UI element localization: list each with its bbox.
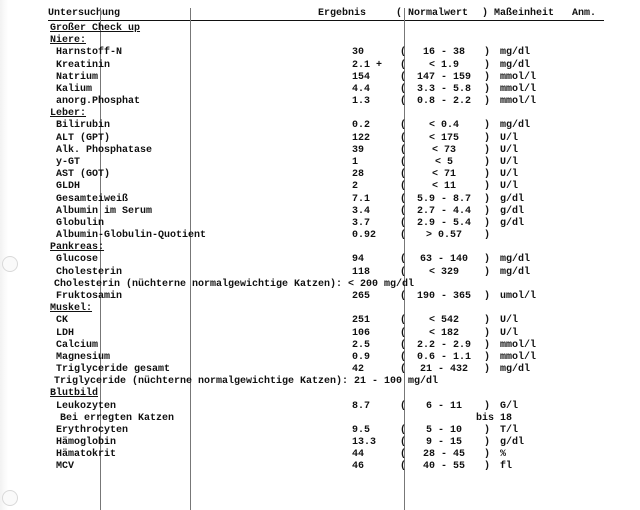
open-paren: ( — [400, 449, 407, 461]
test-name: y-GT — [56, 156, 81, 168]
result-value: 3.4 — [352, 205, 371, 217]
open-paren: ( — [400, 181, 407, 193]
result-value: 39 — [352, 144, 365, 156]
unit: mmol/l — [500, 339, 537, 351]
normal-range: 5 - 10 — [425, 424, 462, 436]
table-row — [0, 194, 640, 206]
close-paren: ) — [484, 339, 491, 351]
test-name: Alk. Phosphatase — [56, 144, 153, 156]
section-title: Niere: — [50, 35, 87, 47]
test-name: ALT (GPT) — [56, 132, 111, 144]
test-name: LDH — [56, 327, 75, 339]
unit: U/l — [500, 315, 519, 327]
table-row — [0, 461, 640, 473]
open-paren: ( — [400, 230, 407, 242]
normal-range: 0.8 - 2.2 — [416, 96, 471, 108]
table-row — [0, 425, 640, 437]
close-paren: ) — [484, 96, 491, 108]
close-paren: ) — [484, 120, 491, 132]
normal-range: > 0.57 — [425, 230, 462, 242]
normal-range: < 329 — [428, 266, 459, 278]
test-name: Harnstoff-N — [56, 47, 123, 59]
unit: mg/dl — [500, 47, 531, 59]
result-value: 44 — [352, 449, 365, 461]
table-row — [0, 181, 640, 193]
open-paren: ( — [400, 205, 407, 217]
result-value: 0.92 — [352, 230, 377, 242]
section-title: Blutbild — [50, 388, 99, 400]
punch-hole-mark — [2, 490, 18, 506]
unit: U/l — [500, 327, 519, 339]
table-row — [0, 157, 640, 169]
result-value: 122 — [352, 132, 371, 144]
unit: % — [500, 449, 507, 461]
test-name: Gesamteiweiß — [56, 193, 129, 205]
close-paren: ) — [484, 47, 491, 59]
test-name: Glucose — [56, 254, 99, 266]
header-normalwert: ( Normalwert — [396, 8, 469, 19]
test-name: Bilirubin — [56, 120, 111, 132]
section-title: Pankreas: — [50, 242, 105, 254]
close-paren: ) — [484, 315, 491, 327]
test-name: Triglyceride (nüchterne normalgewichtige Katzen): 21 - 100 mg/dl — [54, 376, 439, 388]
normal-range: < 542 — [428, 315, 459, 327]
unit: mg/dl — [500, 120, 531, 132]
normal-range: 147 - 159 — [416, 71, 471, 83]
test-name: AST (GOT) — [56, 169, 111, 181]
close-paren: ) — [484, 71, 491, 83]
table-row — [0, 169, 640, 181]
table-row — [0, 206, 640, 218]
unit: G/l — [500, 400, 519, 412]
unit: fl — [500, 461, 513, 473]
normal-range: 21 - 432 — [419, 364, 468, 376]
unit: mmol/l — [500, 96, 537, 108]
table-row — [0, 364, 640, 376]
test-name: Bei erregten Katzen — [60, 412, 175, 424]
section-heading-row — [0, 23, 640, 35]
test-name: Kreatinin — [56, 59, 111, 71]
unit: umol/l — [500, 290, 537, 302]
normal-range: < 182 — [428, 327, 459, 339]
table-row — [0, 315, 640, 327]
test-name: Cholesterin — [56, 266, 123, 278]
header-masseinheit: ) Maßeinheit — [482, 8, 555, 19]
table-row — [0, 437, 640, 449]
table-row — [0, 254, 640, 266]
table-row — [0, 230, 640, 242]
close-paren: ) — [484, 193, 491, 205]
close-paren: ) — [484, 169, 491, 181]
table-row — [0, 413, 640, 425]
normal-range: < 1.9 — [428, 59, 459, 71]
table-row — [0, 401, 640, 413]
close-paren: ) — [484, 254, 491, 266]
close-paren: ) — [484, 437, 491, 449]
section-heading-row — [0, 388, 640, 400]
normal-range: 3.3 - 5.8 — [416, 83, 471, 95]
open-paren: ( — [400, 327, 407, 339]
table-row — [0, 352, 640, 364]
close-paren: ) — [484, 364, 491, 376]
open-paren: ( — [400, 132, 407, 144]
test-name: Albumin-Globulin-Quotient — [56, 230, 207, 242]
table-row — [0, 218, 640, 230]
open-paren: ( — [400, 254, 407, 266]
normal-range: 9 - 15 — [425, 437, 462, 449]
result-value: 42 — [352, 364, 365, 376]
test-name: GLDH — [56, 181, 81, 193]
result-value: 106 — [352, 327, 371, 339]
close-paren: ) — [484, 266, 491, 278]
unit: g/dl — [500, 193, 525, 205]
test-name: Erythrocyten — [56, 424, 129, 436]
open-paren: ( — [400, 96, 407, 108]
result-value: 7.1 — [352, 193, 371, 205]
result-value: 94 — [352, 254, 365, 266]
close-paren: ) — [484, 327, 491, 339]
open-paren: ( — [400, 71, 407, 83]
close-paren: ) — [484, 144, 491, 156]
normal-range: 6 - 11 — [425, 400, 462, 412]
test-name: Magnesium — [56, 351, 111, 363]
table-row — [0, 96, 640, 108]
unit: mg/dl — [500, 266, 531, 278]
close-paren: ) — [484, 449, 491, 461]
result-value: 1 — [352, 156, 359, 168]
unit: mg/dl — [500, 364, 531, 376]
unit: mg/dl — [500, 59, 531, 71]
result-value: 3.7 — [352, 217, 371, 229]
unit: U/l — [500, 181, 519, 193]
close-paren: ) — [484, 230, 491, 242]
header-underline — [48, 20, 604, 21]
result-value: 2 — [352, 181, 359, 193]
section-title: Muskel: — [50, 303, 93, 315]
section-title: Leber: — [50, 108, 87, 120]
result-value: 4.4 — [352, 83, 371, 95]
test-name: anorg.Phosphat — [56, 96, 141, 108]
test-name: Hämatokrit — [56, 449, 117, 461]
open-paren: ( — [400, 400, 407, 412]
unit: mg/dl — [500, 254, 531, 266]
section-title: Großer Check up — [50, 23, 141, 34]
normal-range: 0.6 - 1.1 — [416, 351, 471, 363]
table-row — [0, 72, 640, 84]
table-row — [0, 279, 640, 291]
result-value: 1.3 — [352, 96, 371, 108]
result-value: 30 — [352, 47, 365, 59]
normal-range: 2.2 - 2.9 — [416, 339, 471, 351]
test-name: Fruktosamin — [56, 290, 123, 302]
result-value: 0.9 — [352, 351, 371, 363]
close-paren: ) — [484, 205, 491, 217]
table-row — [0, 84, 640, 96]
unit: g/dl — [500, 205, 525, 217]
section-heading-row — [0, 303, 640, 315]
close-paren: ) — [484, 290, 491, 302]
table-row — [0, 267, 640, 279]
test-name: Albumin im Serum — [56, 205, 153, 217]
open-paren: ( — [400, 424, 407, 436]
test-name: MCV — [56, 461, 75, 473]
normal-range: < 73 — [431, 144, 456, 156]
unit: U/l — [500, 156, 519, 168]
section-heading-row — [0, 35, 640, 47]
table-row — [0, 47, 640, 59]
result-value: 251 — [352, 315, 371, 327]
result-value: 0.2 — [352, 120, 371, 132]
unit: mmol/l — [500, 351, 537, 363]
table-row — [0, 145, 640, 157]
section-heading-row — [0, 242, 640, 254]
result-value: 154 — [352, 71, 371, 83]
reference-note: bis 18 — [476, 412, 513, 424]
open-paren: ( — [400, 351, 407, 363]
table-row — [0, 328, 640, 340]
close-paren: ) — [484, 181, 491, 193]
close-paren: ) — [484, 217, 491, 229]
open-paren: ( — [400, 47, 407, 59]
normal-range: < 71 — [431, 169, 456, 181]
open-paren: ( — [400, 290, 407, 302]
test-name: Calcium — [56, 339, 99, 351]
open-paren: ( — [400, 83, 407, 95]
test-name: Cholesterin (nüchterne normalgewichtige Katzen): < 200 mg/dl — [54, 278, 415, 290]
open-paren: ( — [400, 156, 407, 168]
normal-range: < 11 — [431, 181, 456, 193]
unit: mmol/l — [500, 83, 537, 95]
normal-range: < 175 — [428, 132, 459, 144]
open-paren: ( — [400, 169, 407, 181]
unit: g/dl — [500, 437, 525, 449]
table-row — [0, 60, 640, 72]
result-value: 28 — [352, 169, 365, 181]
header-untersuchung: Untersuchung — [48, 8, 121, 19]
table-row — [0, 120, 640, 132]
header-ergebnis: Ergebnis — [318, 8, 367, 19]
table-row — [0, 376, 640, 388]
open-paren: ( — [400, 437, 407, 449]
test-name: Kalium — [56, 83, 93, 95]
test-name: Triglyceride gesamt — [56, 364, 171, 376]
open-paren: ( — [400, 217, 407, 229]
test-name: CK — [56, 315, 69, 327]
result-value: 9.5 — [352, 424, 371, 436]
normal-range: 2.9 - 5.4 — [416, 217, 471, 229]
result-value: 118 — [352, 266, 371, 278]
open-paren: ( — [400, 339, 407, 351]
normal-range: < 0.4 — [428, 120, 459, 132]
normal-range: 190 - 365 — [416, 290, 471, 302]
unit: T/l — [500, 424, 519, 436]
table-row — [0, 291, 640, 303]
test-name: Globulin — [56, 217, 105, 229]
table-row — [0, 340, 640, 352]
unit: U/l — [500, 132, 519, 144]
normal-range: 40 - 55 — [422, 461, 465, 473]
close-paren: ) — [484, 424, 491, 436]
result-value: 46 — [352, 461, 365, 473]
unit: U/l — [500, 169, 519, 181]
close-paren: ) — [484, 156, 491, 168]
unit: U/l — [500, 144, 519, 156]
test-name: Leukozyten — [56, 400, 117, 412]
table-row — [0, 449, 640, 461]
open-paren: ( — [400, 120, 407, 132]
result-value: 2.5 — [352, 339, 371, 351]
close-paren: ) — [484, 132, 491, 144]
close-paren: ) — [484, 400, 491, 412]
table-row — [0, 133, 640, 145]
open-paren: ( — [400, 59, 407, 71]
result-value: 8.7 — [352, 400, 371, 412]
open-paren: ( — [400, 144, 407, 156]
result-value: 265 — [352, 290, 371, 302]
header-anm: Anm. — [572, 8, 597, 19]
close-paren: ) — [484, 461, 491, 473]
open-paren: ( — [400, 461, 407, 473]
test-name: Natrium — [56, 71, 99, 83]
normal-range: 5.9 - 8.7 — [416, 193, 471, 205]
normal-range: 16 - 38 — [422, 47, 465, 59]
open-paren: ( — [400, 364, 407, 376]
result-value: 13.3 — [352, 437, 377, 449]
open-paren: ( — [400, 266, 407, 278]
close-paren: ) — [484, 83, 491, 95]
close-paren: ) — [484, 59, 491, 71]
normal-range: 2.7 - 4.4 — [416, 205, 471, 217]
normal-range: < 5 — [434, 156, 453, 168]
normal-range: 63 - 140 — [419, 254, 468, 266]
section-heading-row — [0, 108, 640, 120]
close-paren: ) — [484, 351, 491, 363]
test-name: Hämoglobin — [56, 437, 117, 449]
normal-range: 28 - 45 — [422, 449, 465, 461]
unit: g/dl — [500, 217, 525, 229]
unit: mmol/l — [500, 71, 537, 83]
result-value: 2.1 + — [352, 59, 383, 71]
open-paren: ( — [400, 193, 407, 205]
open-paren: ( — [400, 315, 407, 327]
